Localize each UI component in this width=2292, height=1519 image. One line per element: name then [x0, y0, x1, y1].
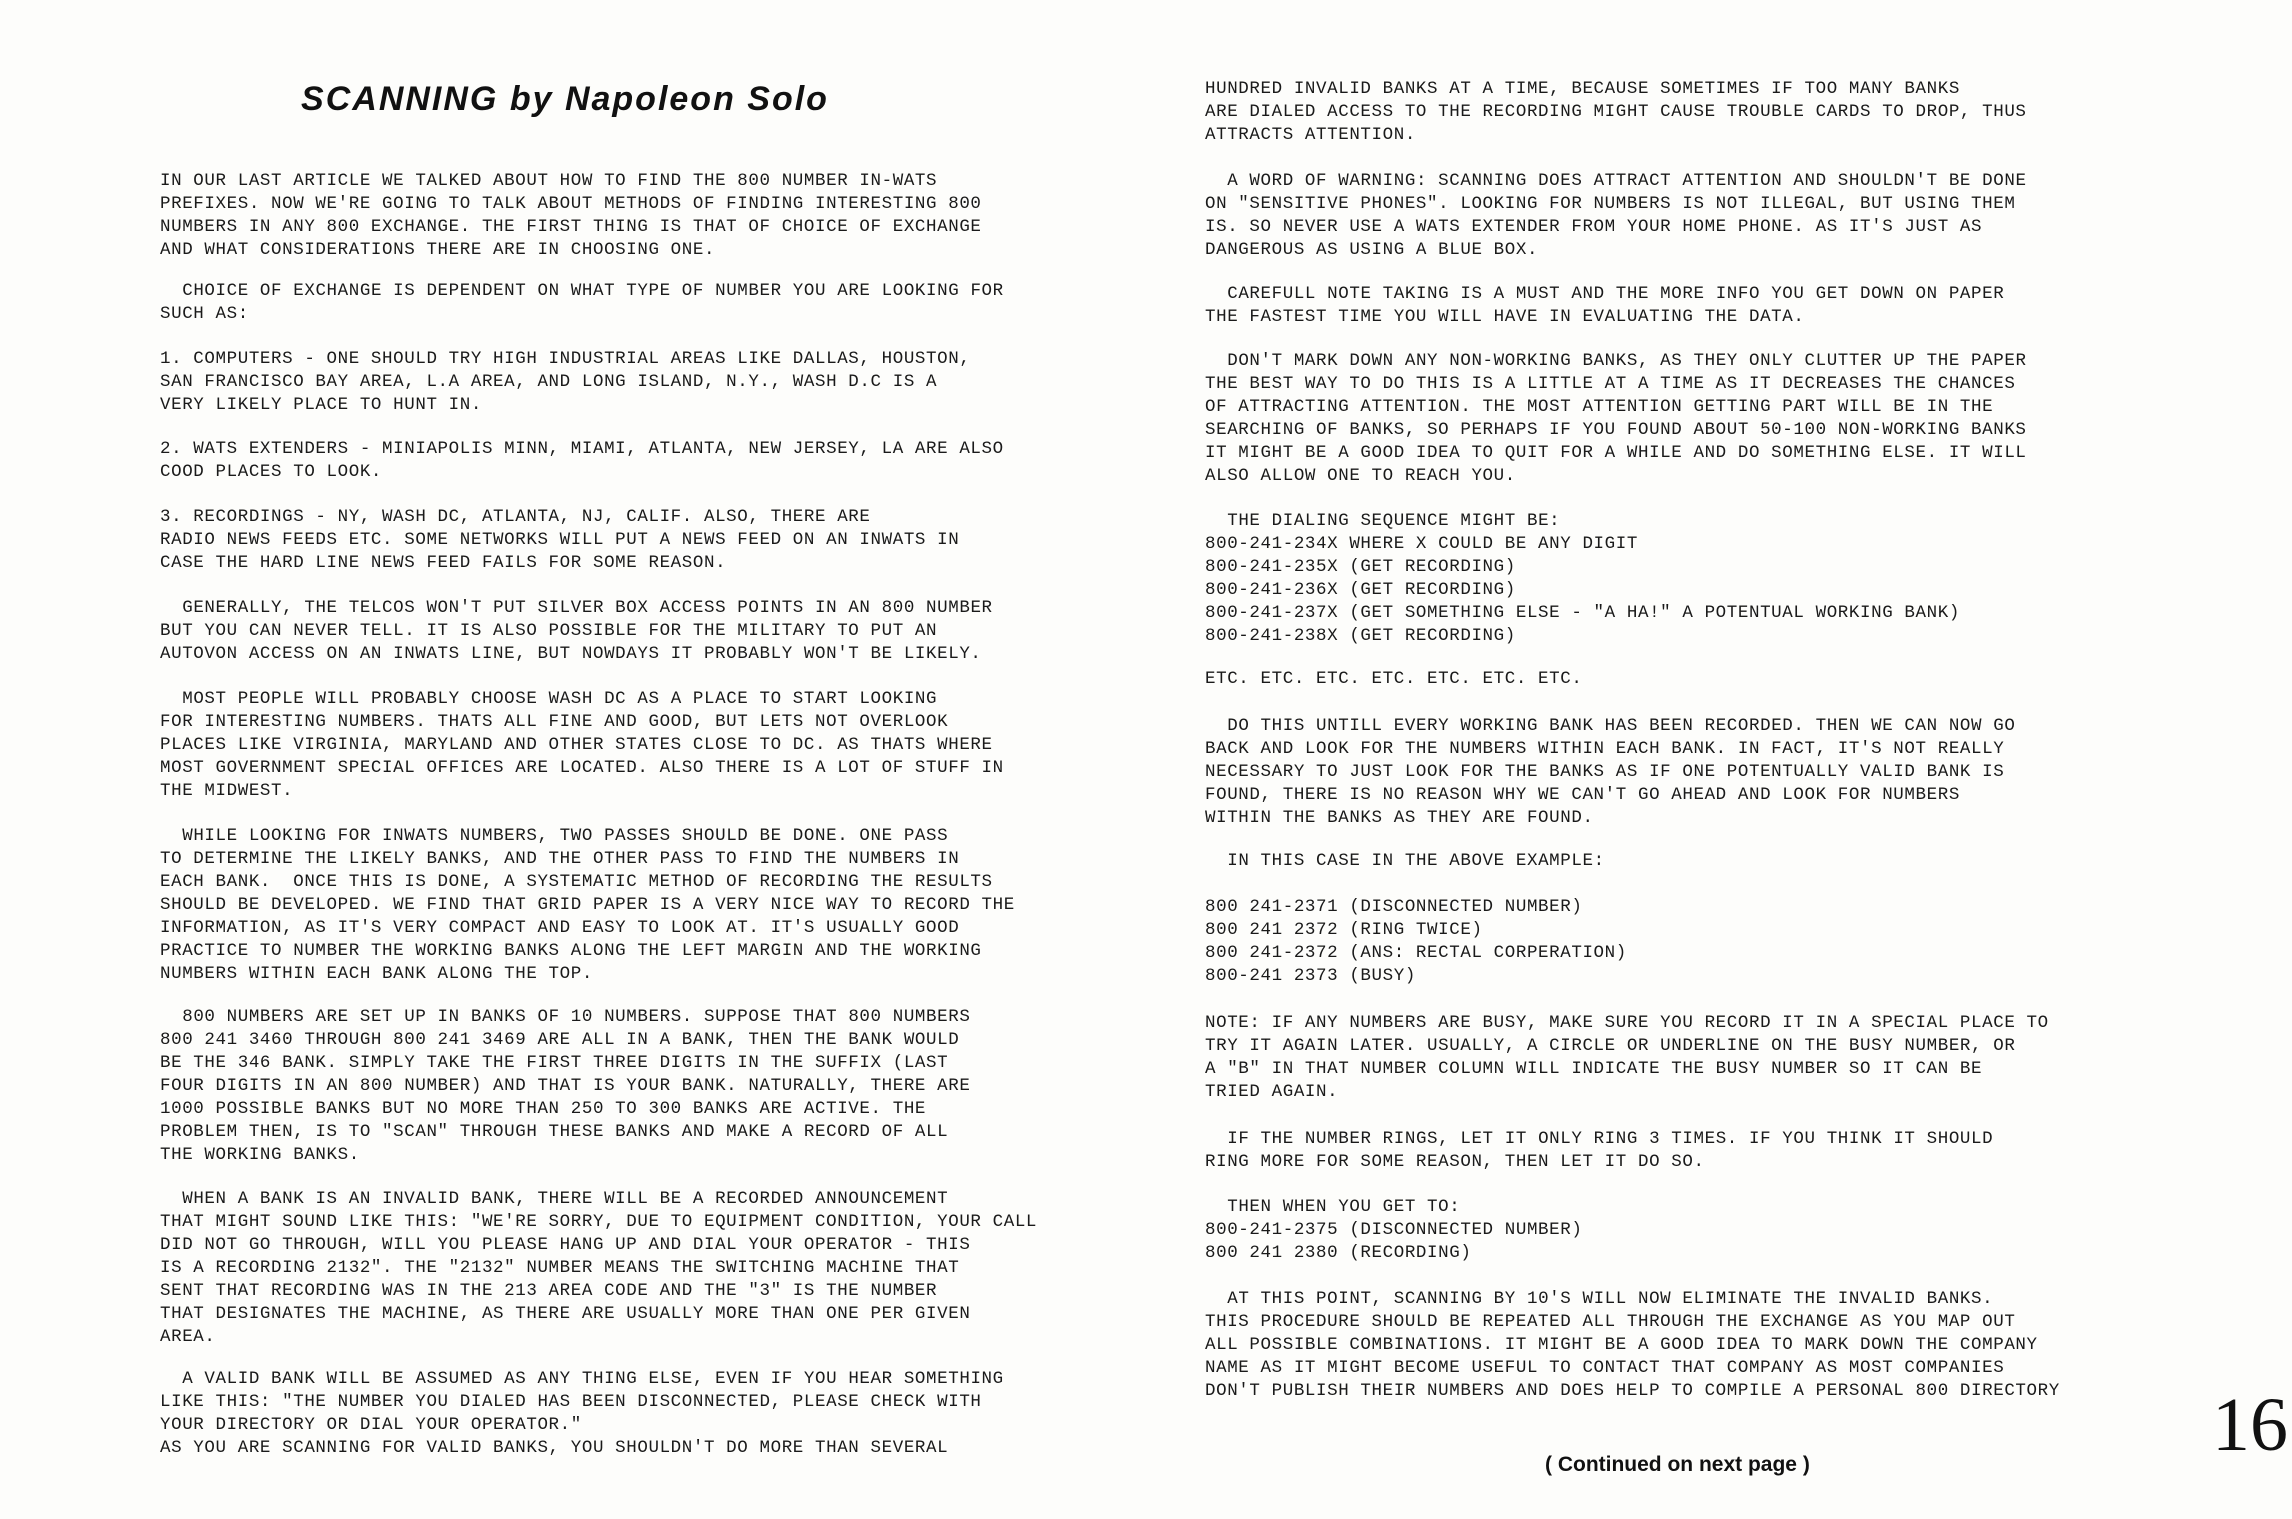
paragraph: A VALID BANK WILL BE ASSUMED AS ANY THING ELSE, EVEN IF YOU HEAR SOMETHING LIKE THIS: "THE NUMBER YOU DIALED HAS BEEN DISCONNECTED, PLEASE CHECK WITH YOUR DIRECTORY OR DIAL YOUR OPERATOR." AS YOU ARE SCANNING FOR VALID BANKS, YOU SHOULDN'T DO MORE THAN SEVERAL [160, 1369, 1004, 1458]
paragraph: 1. COMPUTERS - ONE SHOULD TRY HIGH INDUSTRIAL AREAS LIKE DALLAS, HOUSTON, SAN FRANCISCO BAY AREA, L.A AREA, AND LONG ISLAND, N.Y., WASH D.C IS A VERY LIKELY PLACE TO HUNT IN. [160, 349, 971, 415]
paragraph: 800 NUMBERS ARE SET UP IN BANKS OF 10 NUMBERS. SUPPOSE THAT 800 NUMBERS 800 241 3460 THROUGH 800 241 3469 ARE ALL IN A BANK, THEN THE BANK WOULD BE THE 346 BANK. SIMPLY TAKE THE FIRST THREE DIGITS IN THE SUFFIX (LAST FOUR DIGITS IN AN 800 NUMBER) AND THAT IS YOUR BANK. NATURALLY, THERE ARE 1000 POSSIBLE BANKS BUT NO MORE THAN 250 TO 300 BANKS ARE ACTIVE. THE PROBLEM THEN, IS TO "SCAN" THROUGH THESE BANKS AND MAKE A RECORD OF ALL THE WORKING BANKS. [160, 1007, 971, 1165]
paragraph: CHOICE OF EXCHANGE IS DEPENDENT ON WHAT TYPE OF NUMBER YOU ARE LOOKING FOR SUCH AS: [160, 281, 1004, 324]
paragraph: DO THIS UNTILL EVERY WORKING BANK HAS BEEN RECORDED. THEN WE CAN NOW GO BACK AND LOOK FOR THE NUMBERS WITHIN EACH BANK. IN FACT, IT'S NOT REALLY NECESSARY TO JUST LOOK FOR THE BANKS AS IF ONE POTENTUALLY VALID BANK IS FOUND, THERE IS NO REASON WHY WE CAN'T GO AHEAD AND LOOK FOR NUMBERS WITHIN THE BANKS AS THEY ARE FOUND. [1205, 716, 2016, 828]
paragraph: 3. RECORDINGS - NY, WASH DC, ATLANTA, NJ, CALIF. ALSO, THERE ARE RADIO NEWS FEEDS ETC. SOME NETWORKS WILL PUT A NEWS FEED ON AN INWATS IN CASE THE HARD LINE NEWS FEED FAILS FOR SOME REASON. [160, 507, 960, 573]
paragraph: CAREFULL NOTE TAKING IS A MUST AND THE MORE INFO YOU GET DOWN ON PAPER THE FASTEST TIME YOU WILL HAVE IN EVALUATING THE DATA. [1205, 284, 2005, 327]
paragraph: THE DIALING SEQUENCE MIGHT BE: 800-241-234X WHERE X COULD BE ANY DIGIT 800-241-235X (GET RECORDING) 800-241-236X (GET RECORDING) 800-241-237X (GET SOMETHING ELSE - "A HA!" A POTENTUAL WORKING BANK) 800-241-238X (GET RECORDING) [1205, 511, 1960, 646]
paragraph: AT THIS POINT, SCANNING BY 10'S WILL NOW ELIMINATE THE INVALID BANKS. THIS PROCEDURE SHOULD BE REPEATED ALL THROUGH THE EXCHANGE AS YOU MAP OUT ALL POSSIBLE COMBINATIONS. IT MIGHT BE A GOOD IDEA TO MARK DOWN THE COMPANY NAME AS IT MIGHT BECOME USEFUL TO CONTACT THAT COMPANY AS MOST COMPANIES DON'T PUBLISH THEIR NUMBERS AND DOES HELP TO COMPILE A PERSONAL 800 DIRECTORY [1205, 1289, 2060, 1401]
paragraph: THEN WHEN YOU GET TO: 800-241-2375 (DISCONNECTED NUMBER) 800 241 2380 (RECORDING) [1205, 1197, 1583, 1263]
paragraph: IN OUR LAST ARTICLE WE TALKED ABOUT HOW TO FIND THE 800 NUMBER IN-WATS PREFIXES. NOW WE'RE GOING TO TALK ABOUT METHODS OF FINDING INTERESTING 800 NUMBERS IN ANY 800 EXCHANGE. THE FIRST THING IS THAT OF CHOICE OF EXCHANGE AND WHAT CONSIDERATIONS THERE ARE IN CHOOSING ONE. [160, 171, 982, 260]
page-number: 16 [2212, 1383, 2288, 1467]
paragraph: WHILE LOOKING FOR INWATS NUMBERS, TWO PASSES SHOULD BE DONE. ONE PASS TO DETERMINE THE LIKELY BANKS, AND THE OTHER PASS TO FIND THE NUMBERS IN EACH BANK. ONCE THIS IS DONE, A SYSTEMATIC METHOD OF RECORDING THE RESULTS SHOULD BE DEVELOPED. WE FIND THAT GRID PAPER IS A VERY NICE WAY TO RECORD THE INFORMATION, AS IT'S VERY COMPACT AND EASY TO LOOK AT. IT'S USUALLY GOOD PRACTICE TO NUMBER THE WORKING BANKS ALONG THE LEFT MARGIN AND THE WORKING NUMBERS WITHIN EACH BANK ALONG THE TOP. [160, 826, 1015, 984]
paragraph: IN THIS CASE IN THE ABOVE EXAMPLE: [1205, 851, 1605, 871]
continued-note: ( Continued on next page ) [1545, 1453, 1810, 1476]
paragraph: NOTE: IF ANY NUMBERS ARE BUSY, MAKE SURE YOU RECORD IT IN A SPECIAL PLACE TO TRY IT AGAIN LATER. USUALLY, A CIRCLE OR UNDERLINE ON THE BUSY NUMBER, OR A "B" IN THAT NUMBER COLUMN WILL INDICATE THE BUSY NUMBER SO IT CAN BE TRIED AGAIN. [1205, 1013, 2049, 1102]
paragraph: IF THE NUMBER RINGS, LET IT ONLY RING 3 TIMES. IF YOU THINK IT SHOULD RING MORE FOR SOME REASON, THEN LET IT DO SO. [1205, 1129, 1994, 1172]
paragraph: MOST PEOPLE WILL PROBABLY CHOOSE WASH DC AS A PLACE TO START LOOKING FOR INTERESTING NUMBERS. THATS ALL FINE AND GOOD, BUT LETS NOT OVERLOOK PLACES LIKE VIRGINIA, MARYLAND AND OTHER STATES CLOSE TO DC. AS THATS WHERE MOST GOVERNMENT SPECIAL OFFICES ARE LOCATED. ALSO THERE IS A LOT OF STUFF IN THE MIDWEST. [160, 689, 1004, 801]
article-title: SCANNING by Napoleon Solo [301, 80, 829, 118]
paragraph: DON'T MARK DOWN ANY NON-WORKING BANKS, AS THEY ONLY CLUTTER UP THE PAPER THE BEST WAY TO DO THIS IS A LITTLE AT A TIME AS IT DECREASES THE CHANCES OF ATTRACTING ATTENTION. THE MOST ATTENTION GETTING PART WILL BE IN THE SEARCHING OF BANKS, SO PERHAPS IF YOU FOUND ABOUT 50-100 NON-WORKING BANKS IT MIGHT BE A GOOD IDEA TO QUIT FOR A WHILE AND DO SOMETHING ELSE. IT WILL ALSO ALLOW ONE TO REACH YOU. [1205, 351, 2027, 486]
paragraph: 800 241-2371 (DISCONNECTED NUMBER) 800 241 2372 (RING TWICE) 800 241-2372 (ANS: RECTAL CORPERATION) 800-241 2373 (BUSY) [1205, 897, 1627, 986]
paragraph: WHEN A BANK IS AN INVALID BANK, THERE WILL BE A RECORDED ANNOUNCEMENT THAT MIGHT SOUND LIKE THIS: "WE'RE SORRY, DUE TO EQUIPMENT CONDITION, YOUR CALL DID NOT GO THROUGH, WILL YOU PLEASE HANG UP AND DIAL YOUR OPERATOR - THIS IS A RECORDING 2132". THE "2132" NUMBER MEANS THE SWITCHING MACHINE THAT SENT THAT RECORDING WAS IN THE 213 AREA CODE AND THE "3" IS THE NUMBER THAT DESIGNATES THE MACHINE, AS THERE ARE USUALLY MORE THAN ONE PER GIVEN AREA. [160, 1189, 1038, 1347]
paragraph: A WORD OF WARNING: SCANNING DOES ATTRACT ATTENTION AND SHOULDN'T BE DONE ON "SENSITIVE PHONES". LOOKING FOR NUMBERS IS NOT ILLEGAL, BUT USING THEM IS. SO NEVER USE A WATS EXTENDER FROM YOUR HOME PHONE. AS IT'S JUST AS DANGEROUS AS USING A BLUE BOX. [1205, 171, 2027, 260]
paragraph: HUNDRED INVALID BANKS AT A TIME, BECAUSE SOMETIMES IF TOO MANY BANKS ARE DIALED ACCESS TO THE RECORDING MIGHT CAUSE TROUBLE CARDS TO DROP, THUS ATTRACTS ATTENTION. [1205, 79, 2027, 145]
paragraph: GENERALLY, THE TELCOS WON'T PUT SILVER BOX ACCESS POINTS IN AN 800 NUMBER BUT YOU CAN NEVER TELL. IT IS ALSO POSSIBLE FOR THE MILITARY TO PUT AN AUTOVON ACCESS ON AN INWATS LINE, BUT NOWDAYS IT PROBABLY WON'T BE LIKELY. [160, 598, 993, 664]
paragraph: 2. WATS EXTENDERS - MINIAPOLIS MINN, MIAMI, ATLANTA, NEW JERSEY, LA ARE ALSO COOD PLACES TO LOOK. [160, 439, 1004, 482]
paragraph: ETC. ETC. ETC. ETC. ETC. ETC. ETC. [1205, 669, 1583, 689]
